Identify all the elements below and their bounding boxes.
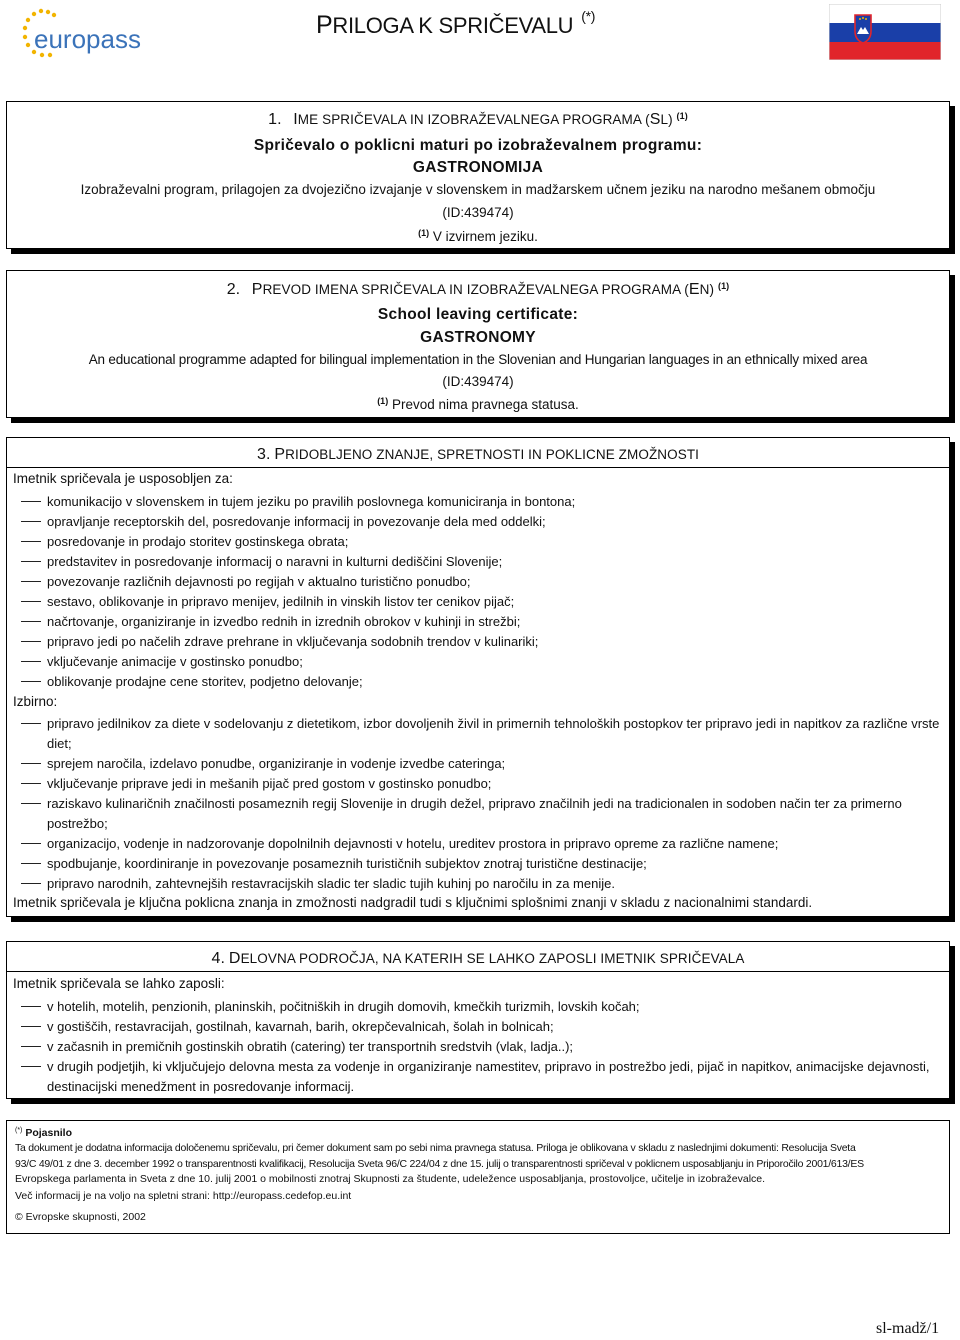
dash-bullet-icon [21, 521, 41, 522]
section2-note: $^{(1)}$ Prevod nima pravnega statusa. [377, 396, 579, 412]
list-item-text: v začasnih in premičnih gostinskih obratih (catering) ter transportnih sredstvih (vlak, ladja..); [47, 1039, 574, 1054]
list-item-text: povezovanje različnih dejavnosti po regijah v aktualno turistično ponudbo; [47, 574, 471, 589]
dash-bullet-icon [21, 863, 41, 864]
list-item-text: v drugih podjetjih, ki vključujejo delovna mesta za vodenje in organiziranje namestitev, pripravo in postrežbo jedi, pijač in napitkov, animacijske dejavnosti, destinacijski menedžment in posredovanje informacij. [47, 1059, 930, 1094]
list-item-text: raziskavo kulinaričnih značilnosti posameznih regij Slovenije in drugih dežel, pripravo značilnih jedi na tradicionalen in sodoben način ter za primerno postrežbo; [47, 796, 902, 831]
list-item-text: posredovanje in prodajo storitev gostinskega obrata; [47, 534, 349, 549]
list-item-text: pripravo jedi po načelih zdrave prehrane in vključevanja sodobnih trendov v kulinariki; [47, 634, 539, 649]
explanation-title: (*) Pojasnilo [15, 1127, 72, 1139]
explanation-line-1: Ta dokument je dodatna informacija določenemu spričevalu, pri čemer dokument sam po sebi nima pravnega statusa. Priloga je oblikovana v skladu z naslednjimi dokumenti: Resolucija Sveta [15, 1142, 856, 1154]
dash-bullet-icon [21, 661, 41, 662]
section1-note: $^{(1)}$ V izvirnem jeziku. [418, 228, 538, 244]
more-info-link: Več informacij je na voljo na spletni strani: http://europass.cedefop.eu.int [15, 1190, 352, 1202]
section2-heading: 2. PREVOD IMENA SPRIČEVALA IN IZOBRAŽEVALNEGA PROGRAMA (EN) $^{(1)}$ [226, 281, 730, 298]
program-name-en: GASTRONOMY [420, 329, 536, 346]
section3-heading: 3. PRIDOBLJENO ZNANJE, SPRETNOSTI IN POKLICNE ZMOŽNOSTI [256, 446, 700, 463]
dash-bullet-icon [21, 681, 41, 682]
program-id-en: (ID:439474) [442, 374, 514, 389]
logo-text: europass [34, 24, 141, 54]
copyright: © Evropske skupnosti, 2002 [15, 1211, 146, 1223]
list-item-text: v hotelih, motelih, penzionih, planinskih, počitniških in drugih domovih, kmečkih turizmih, lovskih kočah; [47, 999, 640, 1014]
list-item-text: organizacijo, vodenje in nadzorovanje dopolnilnih dejavnosti v hotelu, ureditev prostora in pripravo opreme za različne namene; [47, 836, 779, 851]
dash-bullet-icon [21, 883, 41, 884]
dash-bullet-icon [21, 1026, 41, 1027]
list-item-text: vključevanje priprave jedi in mešanih pijač pred gostom v gostinsko ponudbo; [47, 776, 492, 791]
elective-label: Izbirno: [13, 694, 58, 709]
list-item-text: komunikacijo v slovenskem in tujem jeziku po pravilih poslovnega komuniciranja in bontona; [47, 494, 576, 509]
dash-bullet-icon [21, 783, 41, 784]
list-item-text: sprejem naročila, izdelavo ponudbe, organiziranje in vodenje izvedbe cateringa; [47, 756, 506, 771]
dash-bullet-icon [21, 1046, 41, 1047]
list-item-text: pripravo narodnih, zahtevnejših restavracijskih sladic ter sladic tujih kuhinj po naročilu in za menije. [47, 876, 615, 891]
dash-bullet-icon [21, 723, 41, 724]
explanation-line-3: Evropskega parlamenta in Sveta z dne 10. julij 2001 o mobilnosti znotraj Skupnosti za študente, udeležence usposabljanja, prostovoljce, učitelje in izobraževalce. [15, 1173, 766, 1185]
list-item-text: opravljanje receptorskih del, posredovanje informacij in povezovanje dela med oddelki; [47, 514, 546, 529]
page-title [316, 8, 595, 40]
section1-heading: 1. IME SPRIČEVALA IN IZOBRAŽEVALNEGA PROGRAMA (SL) $^{(1)}$ [268, 111, 688, 128]
program-name-sl: GASTRONOMIJA [412, 159, 544, 176]
list-item-text: oblikovanje prodajne cene storitev, podjetno delovanje; [47, 674, 363, 689]
title-footnote-mark: (*) [581, 8, 596, 24]
section4-heading: 4. DELOVNA PODROČJA, NA KATERIH SE LAHKO ZAPOSLI IMETNIK SPRIČEVALA [211, 950, 745, 967]
dash-bullet-icon [21, 641, 41, 642]
list-item-text: predstavitev in posredovanje informacij o naravni in kulturni dediščini Slovenije; [47, 554, 503, 569]
europass-logo [14, 4, 144, 66]
dash-bullet-icon [21, 581, 41, 582]
list-item-text: pripravo jedilnikov za diete v sodelovanju z dietetikom, izbor dovoljenih živil in primernih tehnoloških postopkov ter pripravo jedi in napitkov za različne vrste diet; [47, 716, 940, 751]
list-item-text: sestavo, oblikovanje in pripravo menijev, jedilnih in vinskih listov ter cenikov pijač; [47, 594, 515, 609]
section-certificate-translation [6, 270, 950, 418]
program-description-sl: Izobraževalni program, prilagojen za dvojezično izvajanje v slovenskem in madžarskem učnem jeziku na narodno mešanem območju [80, 182, 876, 197]
title-rest: RILOGA K SPRIČEVALU [332, 13, 574, 38]
title-initial: P [316, 11, 333, 39]
dash-bullet-icon [21, 803, 41, 804]
list-item-text: vključevanje animacije v gostinsko ponudbo; [47, 654, 303, 669]
skills-intro: Imetnik spričevala je usposobljen za: [13, 471, 233, 486]
dash-bullet-icon [21, 843, 41, 844]
dash-bullet-icon [21, 1006, 41, 1007]
program-description-en: An educational programme adapted for bilingual implementation in the Slovenian and Hungarian languages in an ethnically mixed area [88, 352, 868, 367]
dash-bullet-icon [21, 561, 41, 562]
section-skills [6, 437, 950, 917]
section-employment [6, 941, 950, 1099]
page-number: sl-madž/1 [876, 1320, 940, 1337]
list-item-text: načrtovanje, organiziranje in izvedbo rednih in izrednih obrokov v kuhinji in strežbi; [47, 614, 521, 629]
section-certificate-name [6, 101, 950, 249]
skills-closing: Imetnik spričevala je ključna poklicna znanja in zmožnosti nadgradil tudi s ključnimi splošnimi znanji v skladu z nacionalnimi standardi. [13, 895, 813, 910]
explanation-box [6, 1120, 950, 1234]
dash-bullet-icon [21, 601, 41, 602]
certificate-name-sl: Spričevalo o poklicni maturi po izobraževalnem programu: [253, 137, 703, 154]
program-id: (ID:439474) [442, 205, 514, 220]
slovenia-flag-icon [829, 4, 941, 60]
employment-intro: Imetnik spričevala se lahko zaposli: [13, 976, 225, 991]
certificate-name-en: School leaving certificate: [377, 306, 579, 323]
list-item-text: v gostiščih, restavracijah, gostilnah, kavarnah, barih, okrepčevalnicah, šolah in bolnicah; [47, 1019, 554, 1034]
dash-bullet-icon [21, 541, 41, 542]
explanation-line-2: 93/C 49/01 z dne 3. december 1992 o transparentnosti kvalifikacij, Resolucija Sveta 96/C 224/04 z dne 15. julij o transparentnosti spričeval v poklicnem usposabljanju in Priporočilo 2001/613/ES [15, 1158, 864, 1170]
dash-bullet-icon [21, 1066, 41, 1067]
dash-bullet-icon [21, 501, 41, 502]
dash-bullet-icon [21, 763, 41, 764]
list-item-text: spodbujanje, koordiniranje in povezovanje posameznih turističnih subjektov znotraj turistične destinacije; [47, 856, 647, 871]
dash-bullet-icon [21, 621, 41, 622]
